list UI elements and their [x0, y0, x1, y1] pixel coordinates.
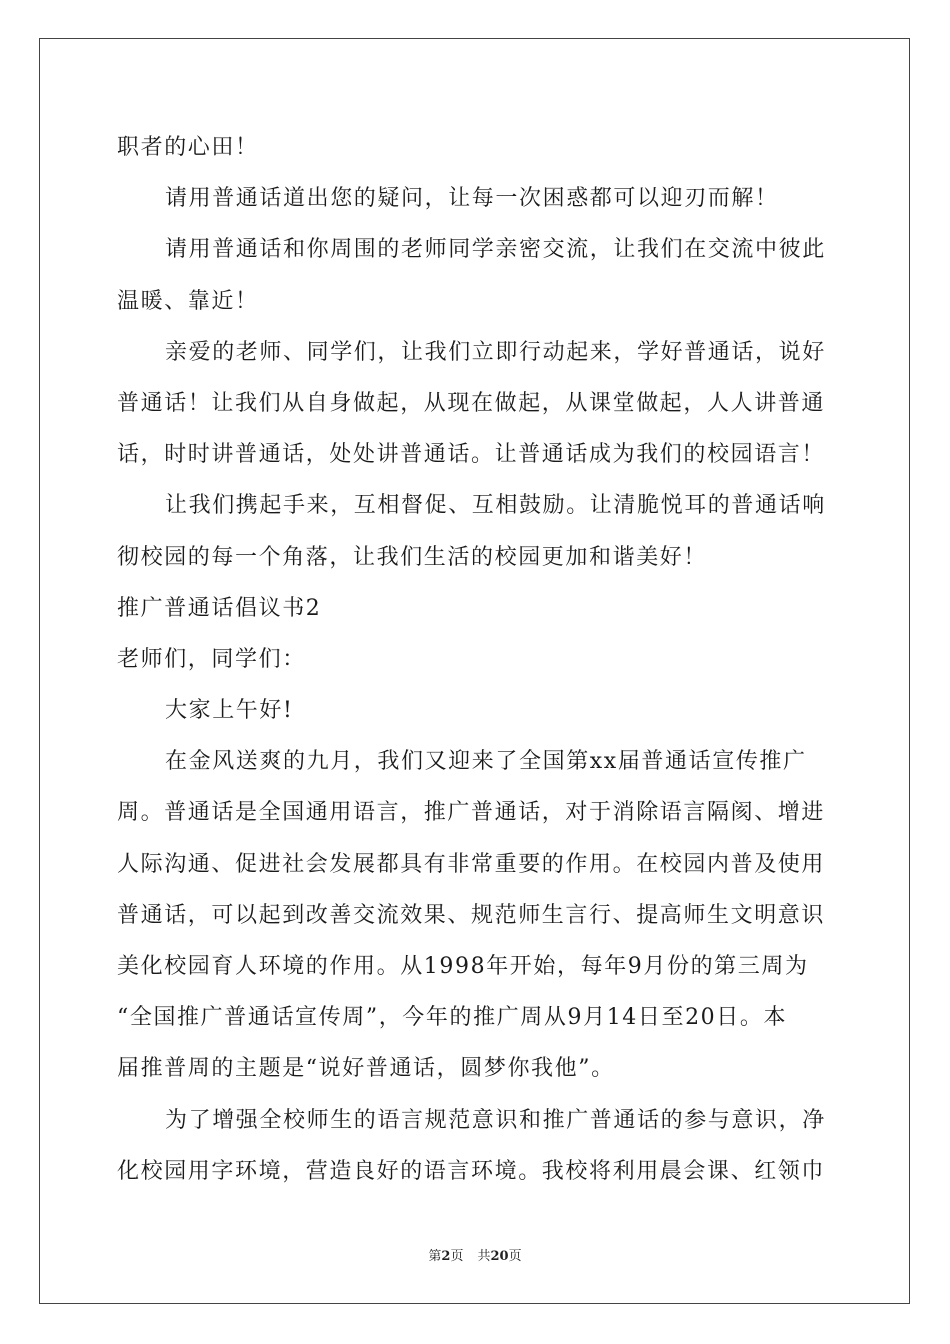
- current-page-number: 2: [441, 1249, 451, 1264]
- salutation: 老师们，同学们：: [117, 646, 306, 672]
- page-suffix: 页: [450, 1249, 464, 1264]
- text-line: 美化校园育人环境的作用。从1998年开始，每年9月份的第三周为: [117, 954, 809, 979]
- text-line: 话，时时讲普通话，处处讲普通话。让普通话成为我们的校园语言！: [117, 442, 826, 468]
- page-footer: [0, 1245, 950, 1264]
- text-line: 普通话！让我们从自身做起，从现在做起，从课堂做起，人人讲普通: [117, 390, 826, 416]
- text-line: 请用普通话和你周围的老师同学亲密交流，让我们在交流中彼此: [165, 237, 826, 263]
- text-line: 请用普通话道出您的疑问，让每一次困惑都可以迎刃而解！: [165, 186, 779, 212]
- section-heading: 推广普通话倡议书2: [117, 595, 322, 621]
- total-page-count: 20: [490, 1249, 509, 1264]
- text-line: 周。普通话是全国通用语言，推广普通话，对于消除语言隔阂、增进: [117, 800, 826, 826]
- text-line: 届推普周的主题是“说好普通话，圆梦你我他”。: [117, 1056, 615, 1082]
- text-line: 彻校园的每一个角落，让我们生活的校园更加和谐美好！: [117, 544, 708, 570]
- page-prefix: 第: [428, 1249, 442, 1264]
- text-line: 为了增强全校师生的语言规范意识和推广普通话的参与意识，净: [165, 1107, 826, 1133]
- text-line: 化校园用字环境，营造良好的语言环境。我校将利用晨会课、红领巾: [117, 1158, 826, 1184]
- text-line: 人际沟通、促进社会发展都具有非常重要的作用。在校园内普及使用: [117, 851, 826, 877]
- text-line: “全国推广普通话宣传周”，今年的推广周从9月14日至20日。本: [117, 1005, 788, 1031]
- document-body: [117, 122, 835, 1197]
- text-line: 让我们携起手来，互相督促、互相鼓励。让清脆悦耳的普通话响: [165, 493, 826, 519]
- text-line: 职者的心田！: [117, 135, 259, 160]
- text-line: 在金风送爽的九月，我们又迎来了全国第xx届普通话宣传推广: [165, 749, 807, 775]
- text-line: 亲爱的老师、同学们，让我们立即行动起来，学好普通话，说好: [165, 339, 826, 365]
- total-suffix: 页: [508, 1249, 522, 1264]
- text-line: 温暖、靠近！: [117, 288, 259, 314]
- total-prefix: 共: [477, 1249, 491, 1264]
- greeting: 大家上午好!: [165, 698, 294, 724]
- text-line: 普通话，可以起到改善交流效果、规范师生言行、提高师生文明意识: [117, 902, 826, 928]
